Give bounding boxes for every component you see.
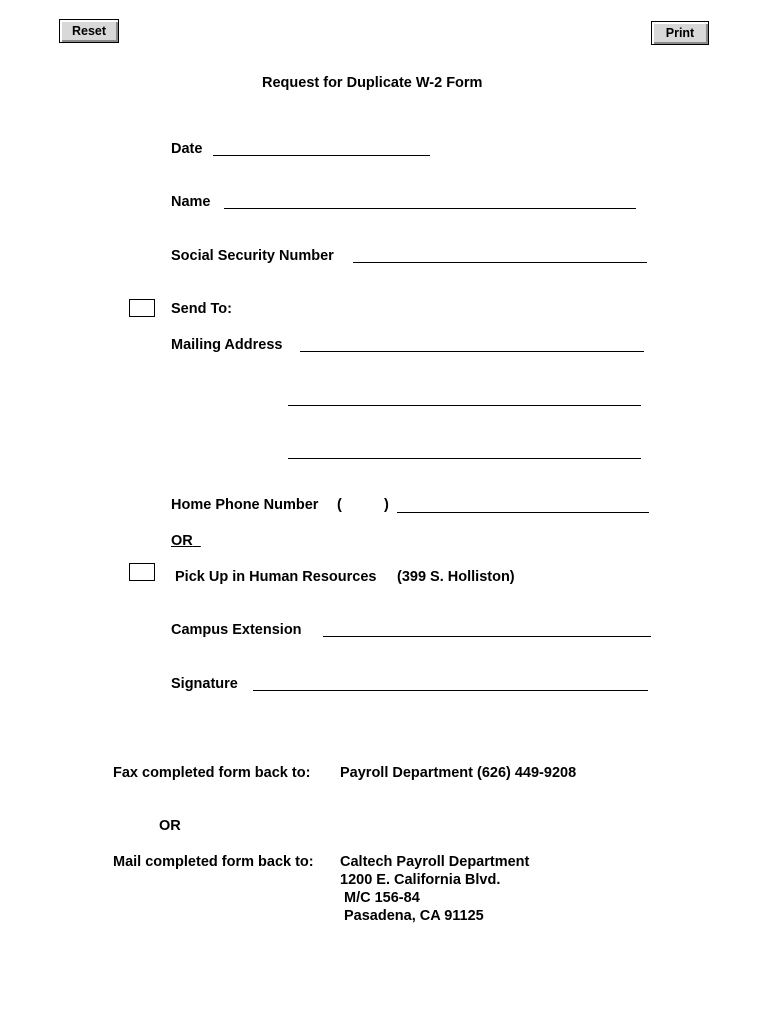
mail-address-line: M/C 156-84	[344, 890, 420, 906]
footer-or: OR	[159, 818, 181, 834]
pickup-checkbox[interactable]	[129, 563, 155, 581]
signature-label: Signature	[171, 676, 238, 692]
ssn-field[interactable]	[353, 262, 647, 263]
reset-button[interactable]: Reset	[59, 19, 119, 43]
mail-address-line: Pasadena, CA 91125	[344, 908, 484, 924]
print-button[interactable]: Print	[651, 21, 709, 45]
home-phone-field[interactable]	[397, 512, 649, 513]
page-title: Request for Duplicate W-2 Form	[262, 75, 483, 91]
mailing-address-line-2[interactable]	[288, 405, 641, 406]
mail-address-line: 1200 E. California Blvd.	[340, 872, 501, 888]
phone-area-close: )	[384, 497, 389, 513]
mail-label: Mail completed form back to:	[113, 854, 314, 870]
pickup-location: (399 S. Holliston)	[397, 569, 515, 585]
date-label: Date	[171, 141, 203, 157]
campus-extension-label: Campus Extension	[171, 622, 302, 638]
ssn-label: Social Security Number	[171, 248, 334, 264]
mail-address-line: Caltech Payroll Department	[340, 854, 530, 870]
send-to-checkbox[interactable]	[129, 299, 155, 317]
campus-extension-field[interactable]	[323, 636, 651, 637]
fax-label: Fax completed form back to:	[113, 765, 311, 781]
fax-value: Payroll Department (626) 449-9208	[340, 765, 577, 781]
or-divider: OR	[171, 533, 193, 549]
date-field[interactable]	[213, 155, 430, 156]
mailing-address-line-3[interactable]	[288, 458, 641, 459]
home-phone-label: Home Phone Number	[171, 497, 319, 513]
name-field[interactable]	[224, 208, 636, 209]
send-to-label: Send To:	[171, 301, 232, 317]
signature-field[interactable]	[253, 690, 648, 691]
phone-area-open: (	[337, 497, 342, 513]
name-label: Name	[171, 194, 211, 210]
mailing-address-label: Mailing Address	[171, 337, 283, 353]
mailing-address-line-1[interactable]	[300, 351, 644, 352]
pickup-label: Pick Up in Human Resources	[175, 569, 377, 585]
